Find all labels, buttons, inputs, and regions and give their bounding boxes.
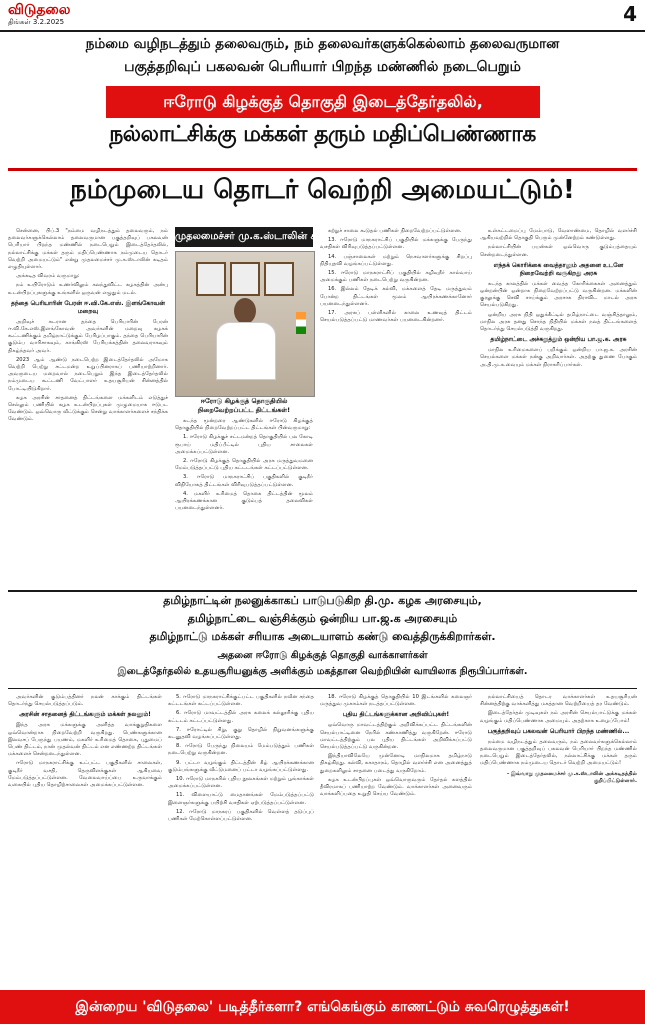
paragraph: 15. ஈரோடு மாநகராட்சிப் பகுதியில் கழிவுநீர் கால்வாய் அமைக்கும் பணிகள் நடைபெற்று வருகின்றன. (320, 270, 472, 284)
paragraph: நல்லாட்சியின் பயன்கள் ஒவ்வொரு குடும்பத்தையும் சென்றடைந்துள்ளன. (480, 244, 637, 258)
subheading: தமிழ்நாட்டை அச்சுறுத்தும் ஒன்றிய பா.ஜ.க. அரசு (490, 336, 627, 344)
subheading: பகுத்தறிவுப் பகலவன் பெரியார் பிறந்த மண்ணில்... (487, 727, 630, 735)
chief-minister-photo (175, 251, 315, 397)
banner-line-4: அதனை ஈரோடு கிழக்குத் தொகுதி வாக்காளர்கள் (217, 650, 428, 661)
page-number: 4 (623, 2, 637, 26)
paragraph: 2023 ஆம் ஆண்டு நடைபெற்ற இடைத்தேர்தலில் அமோக வெற்றி பெற்று சட்டமன்ற உறுப்பினராகப் பணியாற்றினார். அவருடைய மறைவால் நடைபெறும் இந்த இடைத்தேர்தலில் நம்முடைய கூட்டணி வேட்பாளர் உதயசூரியன் சின்னத்தில் போட்டியிடுகிறார். (8, 356, 168, 392)
paragraph: 17. அரசுப் பள்ளிகளில் காலை உணவுத் திட்டம் செயல்படுத்தப்பட்டு மாணவர்கள் பயனடைகின்றனர். (320, 310, 472, 324)
article-column-4 (480, 228, 637, 586)
lower-column-1 (8, 694, 162, 984)
person-head (234, 298, 256, 324)
paragraph: 13. ஈரோடு மாநகராட்சிப் பகுதியில் மக்களுக்கு பேருந்து வசதிகள் விரிவுபடுத்தப்பட்டுள்ளன. (320, 237, 472, 251)
person-body (216, 322, 276, 380)
headline-line-2: பகுத்தறிவுப் பகலவன் பெரியார் பிறந்த மண்ணில் நடைபெறும் (124, 59, 521, 75)
paragraph: கழக உடன்பிறப்புகள் ஒவ்வொருவரும் தேர்தல் களத்தில் தீவிரமாகப் பணியாற்ற வேண்டும். வாக்காளர்கள் அனைவரும் வாக்களிப்பதை உறுதி செய்ய வேண்டும். (320, 776, 472, 798)
subheading: அரசின் சாதனைத் திட்டங்களும் மக்கள் நலனும்! (19, 711, 151, 719)
flag-icon (296, 312, 306, 334)
paragraph: நம்மை வழிநடத்தும் தலைவரும், நம் தலைவர்களுக்கெல்லாம் தலைவருமான பகுத்தறிவுப் பகலவன் பெரியார் பிறந்த மண்ணில் நடைபெறும் இடைத்தேர்தலில், நல்லாட்சிக்கு மக்கள் தரும் மதிப்பெண்ணாக நம்முடைய தொடர் வெற்றி அமையட்டும்! (480, 738, 637, 767)
paragraph: சென்னை, பிப்.3 "நம்மை வழிநடத்தும் தலைவரும், நம் தலைவர்களுக்கெல்லாம் தலைவருமான பகுத்தறிவுப் பகலவன் பெரியார் பிறந்த மண்ணில் நடைபெறும் இடைத்தேர்தலில், நல்லாட்சிக்கு மக்கள் தரும் மதிப்பெண்ணாக நம்முடைய தொடர் வெற்றி அமையட்டும்" என்று முதலமைச்சர் மு.க.ஸ்டாலின் கடிதம் எழுதியுள்ளார். (8, 228, 168, 271)
paragraph: 9. பட்டா வழங்கும் திட்டத்தின் கீழ் ஆயிரக்கணக்கான குடும்பங்களுக்கு வீட்டுமனைப் பட்டா வழங்கப்பட்டுள்ளது. (168, 759, 314, 773)
paragraph: நல்லாட்சியைத் தொடர வாக்காளர்கள் உதயசூரியன் சின்னத்திற்கு வாக்களித்து மகத்தான வெற்றியைத் தர வேண்டும். (480, 694, 637, 708)
paragraph: 16. இல்லம் தேடிக் கல்வி, மக்களைத் தேடி மருத்துவம் போன்ற திட்டங்கள் மூலம் ஆயிரக்கணக்கானோர் பயனடைந்துள்ளனர். (320, 286, 472, 307)
article-column-3 (320, 228, 472, 586)
paragraph: ஒவ்வொரு மாவட்டத்திற்கும் அறிவிக்கப்பட்ட திட்டங்களின் செயல்பாட்டினை நேரில் கண்காணித்து வருகிறேன். ஈரோடு மாவட்டத்திற்கும் பல புதிய திட்டங்கள் அறிவிக்கப்பட்டு செயல்படுத்தப்பட்டு வருகின்றன. (320, 722, 472, 751)
paragraph: இந்தியாவிலேயே முன்னோடி மாநிலமாக தமிழ்நாடு திகழ்கிறது. கல்வி, சுகாதாரம், தொழில் வளர்ச்சி என அனைத்துத் துறைகளிலும் சாதனை படைத்து வருகிறோம். (320, 753, 472, 774)
paragraph: 8. ஈரோடு பேருந்து நிலையம் மேம்படுத்தும் பணிகள் நடைபெற்று வருகின்றன. (168, 743, 314, 757)
paragraph: 1. ஈரோடு கிழக்குச் சட்டமன்றத் தொகுதியில் பல கோடி ரூபாய் மதிப்பீட்டில் புதிய சாலைகள் அமைக்கப்பட்டுள்ளன. (175, 434, 313, 455)
subheading: எந்தக் கொரிக்கை வைத்தாலும் அதனை உடனே நிறைவேற்றி வருகிறது அரசு (493, 261, 624, 277)
photo-caption: ஈரோடு கிழக்குத் தொகுதியில் நிறைவேற்றப்பட்ட திட்டங்கள்! (197, 397, 291, 414)
paragraph: 12. ஈரோடு மாநகரப் பகுதிகளில் வெள்ளத் தடுப்புப் பணிகள் மேற்கொள்ளப்பட்டுள்ளன. (168, 808, 314, 823)
paragraph: இந்த அரசு மக்களுக்கு அளித்த வாக்குறுதிகளை ஒவ்வொன்றாக நிறைவேற்றி வருகிறது. பெண்களுக்கான இலவசப் பேருந்து பயணம், மகளிர் உரிமைத் தொகை, புதுமைப் பெண் திட்டம், நான் முதல்வன் திட்டம் என எண்ணற்ற திட்டங்கள் மக்களைச் சென்றடைந்துள்ளன. (8, 722, 163, 758)
paragraph: 6. ஈரோடு மாவட்டத்தில் அரசு கலைக் கல்லூரிக்கு புதிய கட்டடம் கட்டப்பட்டுள்ளது. (168, 710, 314, 724)
article-column-2 (175, 418, 313, 586)
paragraph: 10. ஈரோடு மாநகரில் புதிய நூலகங்கள் மற்றும் பூங்காக்கள் அமைக்கப்பட்டுள்ளன. (168, 776, 314, 790)
portrait-frame (230, 262, 260, 296)
paragraph: அவர்களின் குடும்பத்தினர் நலன் காக்கும் திட்டங்கள் தொடர்ந்து செயல்படுத்தப்படும். (8, 694, 162, 708)
headline-line-1: நம்மை வழிநடத்தும் தலைவரும், நம் தலைவர்களுக்கெல்லாம் தலைவருமான (85, 36, 560, 52)
paragraph: அறிவுச் சுடரான தந்தை பெரியாரின் பேரன் ஈ.வி.கே.எஸ்.இளங்கோவன் அவர்களின் மறைவு கழகக் கூட்டணிக்கும் தமிழ்நாட்டுக்கும் பேரிழப்பாகும். தந்தை பெரியாரின் குடும்ப வாரிசாகவும், காங்கிரஸ் பேரியக்கத்தின் தலைவராகவும் திகழ்ந்தவர் அவர். (8, 318, 168, 354)
paragraph: ஈரோடு மாநகராட்சிக்கு உட்பட்ட பகுதிகளில் சாலைகள், குடிநீர் வசதி, தெருவிளக்குகள் ஆகியவை மேம்படுத்தப்பட்டுள்ளன. வேலைவாய்ப்பை உருவாக்கும் வகையில் புதிய தொழிற்சாலைகள் அமைக்கப்பட்டுள்ளன. (8, 760, 162, 789)
paragraph: 14. பஞ்சாலைகள் மற்றும் நெசவாளர்களுக்கு சிறப்பு நிதியுதவி வழங்கப்பட்டுள்ளது. (320, 253, 472, 267)
paragraph: 4. மகளிர் உரிமைத் தொகை திட்டத்தின் மூலம் ஆயிரக்கணக்கான குடும்பத் தலைவிகள் பயனடைந்துள்ளனர். (175, 490, 313, 512)
banner-line-2: தமிழ்நாட்டை வஞ்சிக்கும் ஒன்றிய பா.ஜ.க அரசையும் (187, 612, 458, 625)
paragraph: 2. ஈரோடு கிழக்குத் தொகுதியில் அரசு மருத்துவமனை மேம்படுத்தப்பட்டு புதிய கட்டடங்கள் கட்டப்பட்டுள்ளன. (175, 458, 313, 472)
banner-line-1: தமிழ்நாட்டின் நலனுக்காகப் பாடுபடுகிற தி.மு. கழக அரசையும், (163, 594, 482, 607)
section-divider (8, 590, 637, 592)
section-divider (8, 688, 637, 689)
headline-line-4: நல்லாட்சிக்கு மக்கள் தரும் மதிப்பெண்ணாக (109, 122, 536, 147)
paragraph: உள்கட்டமைப்பு மேம்பாடு, வேளாண்மை, தொழில் வளர்ச்சி ஆகியவற்றில் தொகுதி பெரும் முன்னேற்றம் கண்டுள்ளது. (480, 228, 637, 242)
banner-line-3: தமிழ்நாட்டு மக்கள் சரியாக அடையாளம் கண்டு வைத்திருக்கிறார்கள். (149, 630, 496, 643)
banner-line-5: இடைத்தேர்தலில் உதயசூரியனுக்கு அளிக்கும் மகத்தான வெற்றியின் வாயிலாக நிரூபிப்பார்கள். (117, 666, 528, 677)
portrait-frames (196, 262, 294, 296)
lower-column-3 (320, 694, 472, 984)
paragraph: கழக அரசின் சாதனைத் திட்டங்களை மக்களிடம் எடுத்துச் செல்லும் பணியில் கழக உடன்பிறப்புகள் முழுமையாக ஈடுபட வேண்டும். ஒவ்வொரு வீட்டுக்கும் சென்று வாக்காளர்களைச் சந்திக்க வேண்டும். (8, 394, 168, 423)
headline-line-5: நம்முடைய தொடர் வெற்றி அமையட்டும்! (70, 175, 575, 205)
paragraph: மாநில உரிமைகளைப் பறிக்கும் ஒன்றிய பா.ஜ.க. அரசின் செயல்களை மக்கள் நன்கு அறிவார்கள். அதற்கு துணை போகும் அ.தி.மு.க.வையும் மக்கள் நிராகரிப்பார்கள். (480, 347, 637, 368)
footer-banner: இன்றைய 'விடுதலை' படித்தீர்களா? எங்கெங்கும் காணட்டும் சுவரெழுத்துகள்! (0, 990, 645, 1024)
masthead (0, 0, 645, 32)
paragraph: ஒன்றிய அரசு நிதி ஒதுக்கீட்டில் தமிழ்நாட்டை வஞ்சித்தாலும், மாநில அரசு தனது சொந்த நிதியில் மக்கள் நலத் திட்டங்களைத் தொடர்ந்து செயல்படுத்தி வருகிறது. (480, 311, 637, 333)
portrait-frame (196, 262, 226, 296)
paragraph: 3. ஈரோடு மாநகராட்சிப் பகுதிகளில் குடிநீர் விநியோகத் திட்டங்கள் விரிவுபடுத்தப்பட்டுள்ளன. (175, 474, 313, 488)
subheading: புதிய திட்டங்களுக்கான அறிவிப்புகள்! (342, 711, 450, 719)
paragraph: இடைத்தேர்தல் முடிவுகள் நம் அரசின் செயல்பாட்டுக்கு மக்கள் வழங்கும் மதிப்பெண்ணாக அமையும். அதற்காக உழைப்போம்! (480, 710, 637, 724)
lower-column-2 (168, 694, 314, 984)
portrait-frame (264, 262, 294, 296)
paragraph: சுற்றுச் சாலை கூடுதல் பணிகள் நிறைவேற்றப்பட்டுள்ளன. (328, 228, 462, 234)
lower-column-4 (480, 694, 637, 984)
paragraph: 7. ஈரோட்டில் சிறு, குறு தொழில் நிறுவனங்களுக்கு கடனுதவி வழங்கப்பட்டுள்ளது. (168, 726, 314, 741)
paragraph: 11. விளையாட்டு மைதானங்கள் மேம்படுத்தப்பட்டு இளைஞர்களுக்கு பயிற்சி வசதிகள் ஏற்படுத்தப்பட்டுள்ளன. (168, 792, 314, 806)
paragraph: 18. ஈரோடு கிழக்குத் தொகுதியில் 10 இடங்களில் கலைஞர் மருத்துவ முகாம்கள் நடத்தப்பட்டுள்ளன. (320, 694, 472, 708)
paragraph: கடந்த காலத்தில் மக்கள் வைத்த கோரிக்கைகள் அனைத்தும் ஒன்றன்பின் ஒன்றாக நிறைவேற்றப்பட்டு வருகின்றன. மக்களின் குரலுக்கு செவி சாய்க்கும் அரசாக திராவிட மாடல் அரசு செயல்படுகிறது. (480, 280, 637, 309)
person-figure (216, 298, 274, 378)
paper-name: விடுதலை (8, 2, 71, 18)
article-column-1 (8, 228, 168, 586)
subheading: தந்தை பெரியாரின் பேரன் ஈ.வி.கே.எஸ். இளங்கோவன் மறைவு (11, 299, 165, 315)
cm-letter-label: முதலமைச்சர் மு.க.ஸ்டாலின் கடிதம் (175, 227, 313, 247)
headline-red-banner: ஈரோடு கிழக்குத் தொகுதி இடைத்தேர்தலில், (106, 86, 540, 118)
paper-date: திங்கள் 3.2.2025 (8, 18, 65, 26)
paragraph: கடந்த மூன்றரை ஆண்டுகளில் ஈரோடு கிழக்குத் தொகுதியில் நிறைவேற்றப்பட்ட திட்டங்கள் பின்வருமாறு: (175, 418, 313, 432)
paragraph: நம் உயிரோடும் உணர்விலும் கலந்துவிட்ட கழகத்தின் அன்பு உடன்பிறப்புகளுக்கு உங்களில் ஒருவன் எழுதும் மடல். (8, 282, 168, 296)
paragraph: அக்கடித விவரம் வருமாறு: (16, 273, 80, 280)
headline-divider (8, 168, 637, 171)
paragraph: 5. ஈரோடு மாநகராட்சிக்குட்பட்ட பகுதிகளில் நவீன சந்தை கட்டடங்கள் கட்டப்பட்டுள்ளன. (168, 694, 314, 708)
signature-line: - இவ்வாறு முதலமைச்சர் மு.க.ஸ்டாலின் அக்கடிதத்தில் குறிப்பிட்டுள்ளார். (507, 770, 637, 784)
